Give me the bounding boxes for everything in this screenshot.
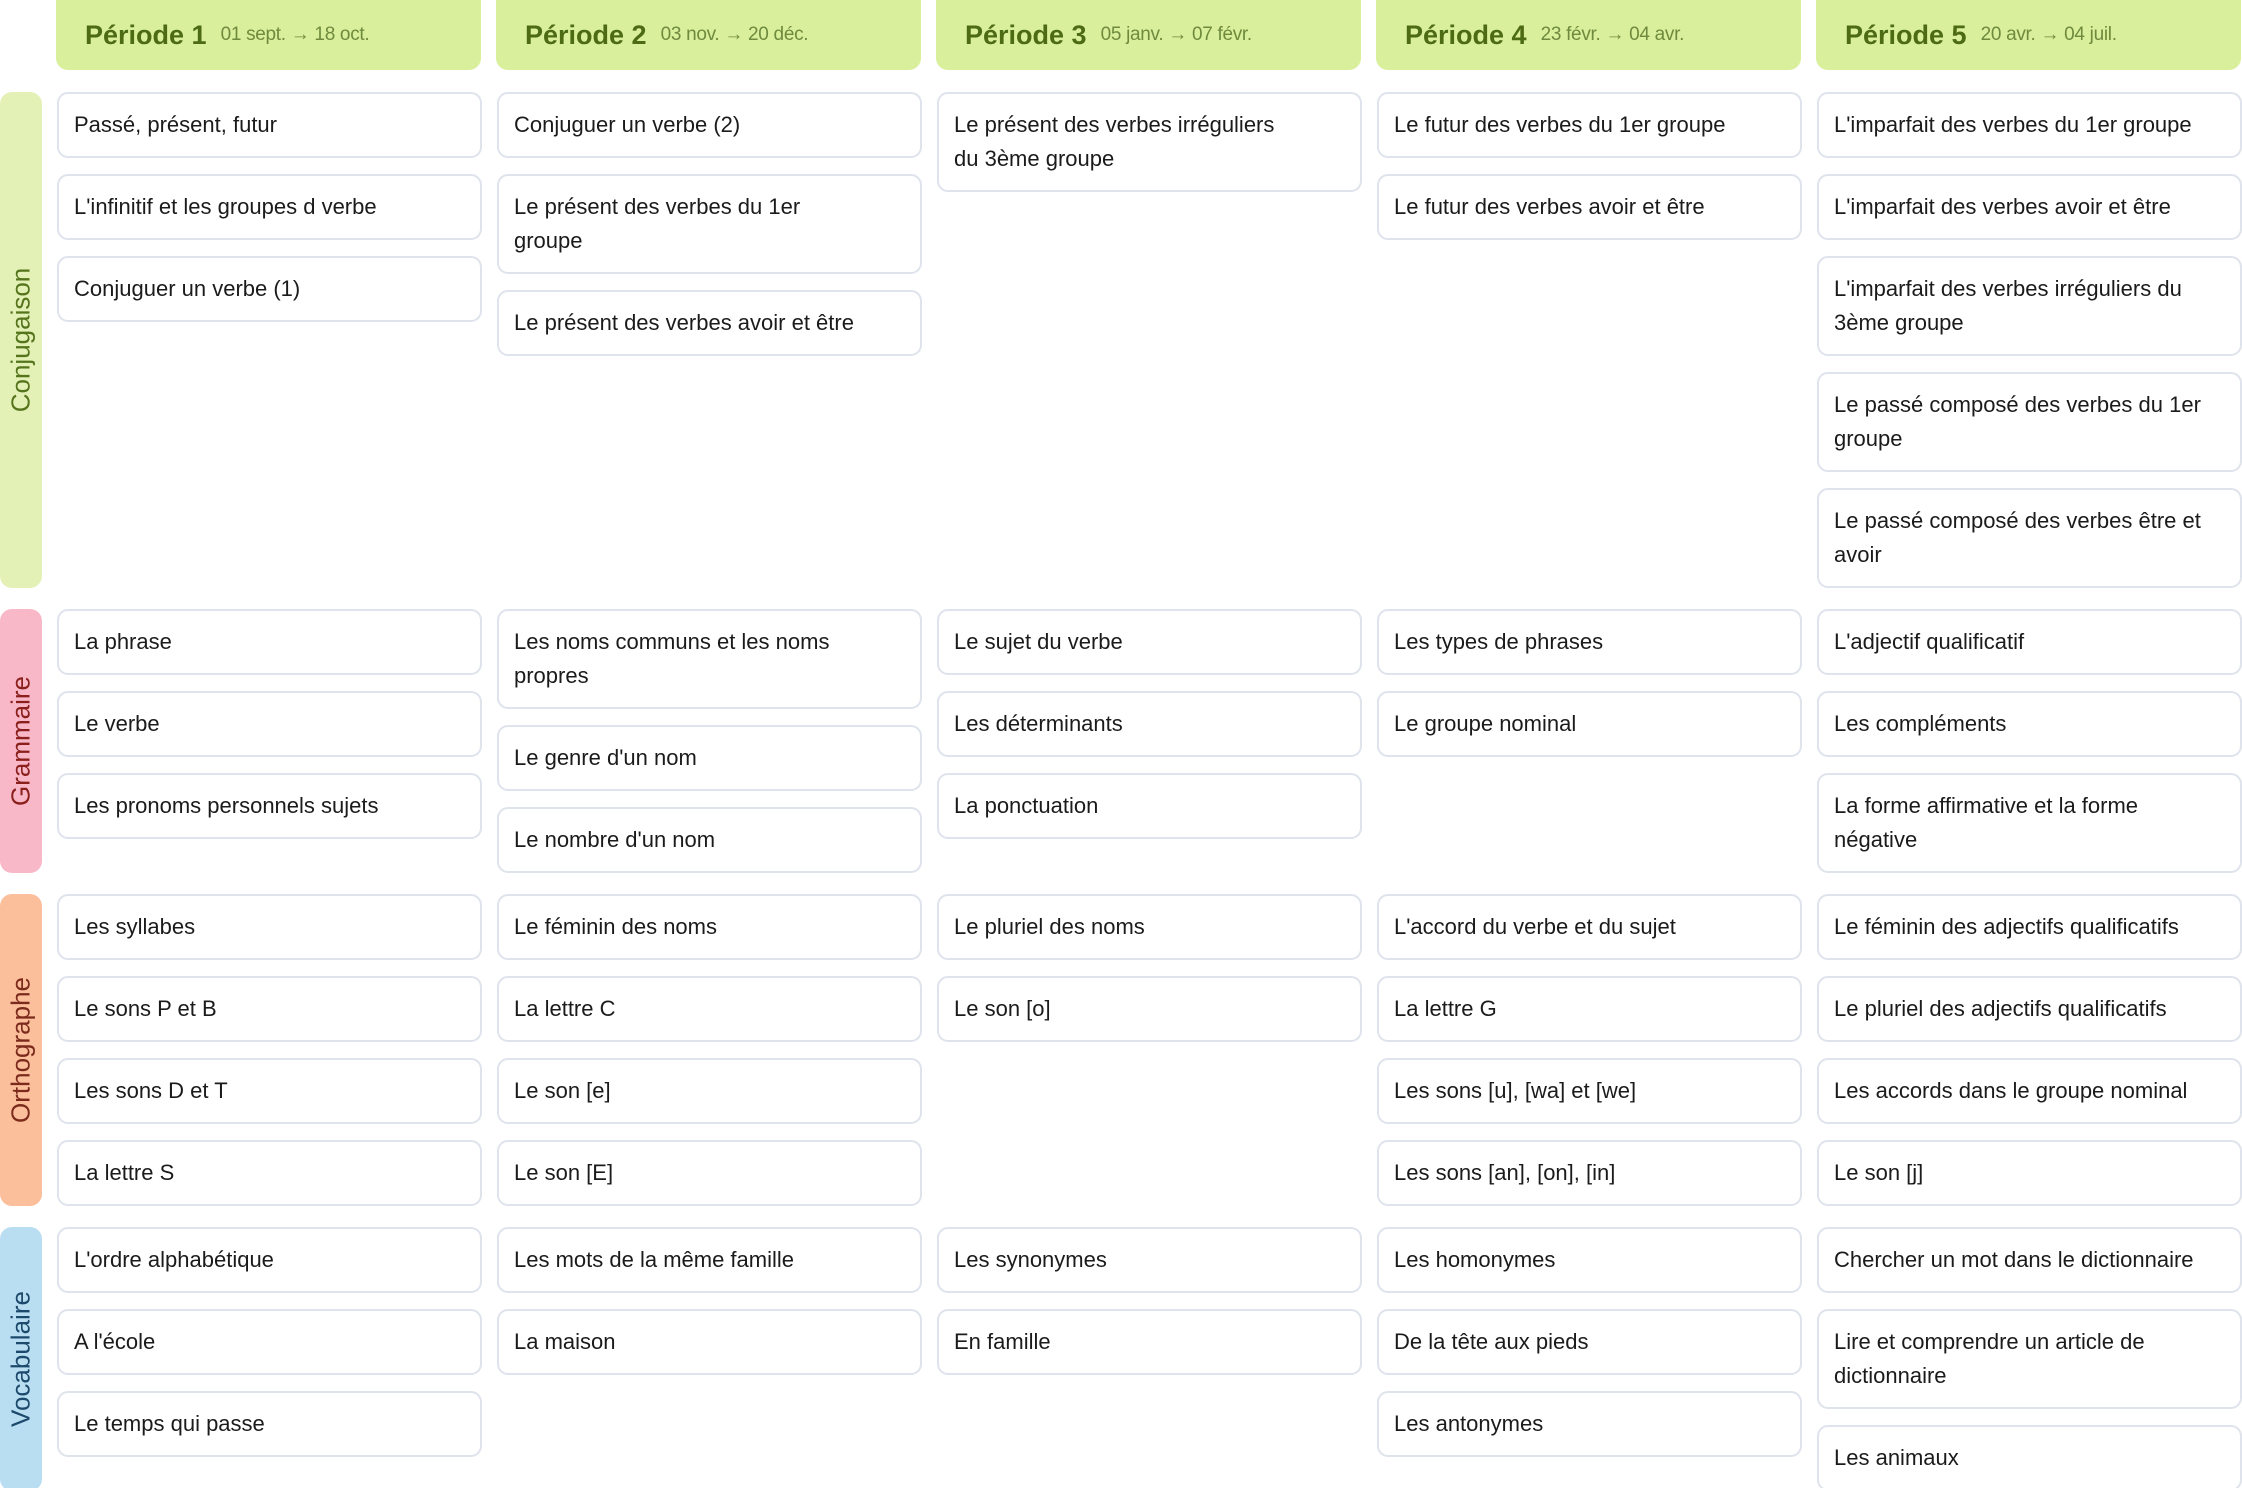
period-2-column (497, 1227, 922, 1375)
lesson-card[interactable]: Passé, présent, futur (57, 92, 482, 158)
lesson-card[interactable]: Les syllabes (57, 894, 482, 960)
period-title: Période 1 (85, 19, 207, 50)
lesson-card[interactable]: Le pluriel des adjectifs qualificatifs (1817, 976, 2242, 1042)
lesson-card[interactable]: Lire et comprendre un article de dictionnaire (1817, 1309, 2242, 1409)
period-dates: 23 févr. → 04 avr. (1540, 24, 1685, 45)
lesson-card[interactable]: Le sujet du verbe (937, 609, 1362, 675)
period-header-2 (496, 0, 921, 70)
section-label: Vocabulaire (5, 1291, 36, 1427)
lesson-card[interactable]: Le passé composé des verbes être et avoir (1817, 488, 2242, 588)
period-title: Période 4 (1405, 19, 1527, 50)
lesson-card[interactable]: Les déterminants (937, 691, 1362, 757)
period-1-column (57, 894, 482, 1206)
period-header-3 (936, 0, 1361, 70)
period-3-column (937, 92, 1362, 192)
lesson-card[interactable]: Le son [e] (497, 1058, 922, 1124)
period-header-1 (56, 0, 481, 70)
period-1-column (57, 609, 482, 839)
lesson-card[interactable]: Le futur des verbes avoir et être (1377, 174, 1802, 240)
period-4-column (1377, 894, 1802, 1206)
lesson-card[interactable]: L'adjectif qualificatif (1817, 609, 2242, 675)
section-label: Grammaire (5, 675, 36, 807)
lesson-card[interactable]: A l'école (57, 1309, 482, 1375)
period-5-column (1817, 1227, 2242, 1488)
period-5-column (1817, 609, 2242, 873)
period-3-column (937, 1227, 1362, 1375)
period-2-column (497, 92, 922, 356)
lesson-card[interactable]: Conjuguer un verbe (1) (57, 256, 482, 322)
lesson-card[interactable]: L'ordre alphabétique (57, 1227, 482, 1293)
section-label-band (0, 894, 42, 1206)
period-header-row (56, 0, 2241, 70)
section-label: Orthographe (5, 977, 36, 1123)
period-5-column (1817, 894, 2242, 1206)
lesson-card[interactable]: L'imparfait des verbes irréguliers du 3ème groupe (1817, 256, 2242, 356)
section-label-band (0, 1227, 42, 1488)
lesson-card[interactable]: Le son [E] (497, 1140, 922, 1206)
period-dates: 05 janv. → 07 févr. (1100, 24, 1252, 45)
lesson-card[interactable]: L'accord du verbe et du sujet (1377, 894, 1802, 960)
lesson-card[interactable]: Les sons [u], [wa] et [we] (1377, 1058, 1802, 1124)
lesson-card[interactable]: La ponctuation (937, 773, 1362, 839)
period-5-column (1817, 92, 2242, 588)
lesson-card[interactable]: Le futur des verbes du 1er groupe (1377, 92, 1802, 158)
lesson-card[interactable]: L'imparfait des verbes avoir et être (1817, 174, 2242, 240)
lesson-card[interactable]: Le sons P et B (57, 976, 482, 1042)
lesson-card[interactable]: Les antonymes (1377, 1391, 1802, 1457)
period-title: Période 3 (965, 19, 1087, 50)
period-dates: 01 sept. → 18 oct. (220, 24, 370, 45)
lesson-card[interactable]: Les noms communs et les noms propres (497, 609, 922, 709)
lesson-card[interactable]: L'imparfait des verbes du 1er groupe (1817, 92, 2242, 158)
lesson-card[interactable]: Les animaux (1817, 1425, 2242, 1488)
lesson-card[interactable]: Le nombre d'un nom (497, 807, 922, 873)
lesson-card[interactable]: Les types de phrases (1377, 609, 1802, 675)
lesson-card[interactable]: Les synonymes (937, 1227, 1362, 1293)
section-vocabulaire (0, 1227, 2242, 1488)
section-label: Conjugaison (5, 267, 36, 413)
lesson-card[interactable]: Les sons D et T (57, 1058, 482, 1124)
lesson-card[interactable]: Les compléments (1817, 691, 2242, 757)
period-4-column (1377, 92, 1802, 240)
lesson-card[interactable]: Le pluriel des noms (937, 894, 1362, 960)
lesson-card[interactable]: Les homonymes (1377, 1227, 1802, 1293)
lesson-card[interactable]: En famille (937, 1309, 1362, 1375)
lesson-card[interactable]: Le présent des verbes avoir et être (497, 290, 922, 356)
section-conjugaison (0, 92, 2242, 588)
period-dates: 03 nov. → 20 déc. (660, 24, 809, 45)
lesson-card[interactable]: Le son [o] (937, 976, 1362, 1042)
lesson-card[interactable]: Le son [j] (1817, 1140, 2242, 1206)
lesson-card[interactable]: L'infinitif et les groupes d verbe (57, 174, 482, 240)
lesson-card[interactable]: Les mots de la même famille (497, 1227, 922, 1293)
period-title: Période 5 (1845, 19, 1967, 50)
period-3-column (937, 894, 1362, 1042)
lesson-card[interactable]: La phrase (57, 609, 482, 675)
section-label-band (0, 609, 42, 873)
lesson-card[interactable]: Les sons [an], [on], [in] (1377, 1140, 1802, 1206)
lesson-card[interactable]: Le passé composé des verbes du 1er groupe (1817, 372, 2242, 472)
lesson-card[interactable]: Le présent des verbes du 1er groupe (497, 174, 922, 274)
lesson-card[interactable]: La lettre S (57, 1140, 482, 1206)
lesson-card[interactable]: De la tête aux pieds (1377, 1309, 1802, 1375)
lesson-card[interactable]: La lettre G (1377, 976, 1802, 1042)
period-1-column (57, 92, 482, 322)
subject-sections (0, 92, 2242, 1488)
lesson-card[interactable]: Les accords dans le groupe nominal (1817, 1058, 2242, 1124)
period-1-column (57, 1227, 482, 1457)
period-4-column (1377, 1227, 1802, 1457)
lesson-card[interactable]: Le groupe nominal (1377, 691, 1802, 757)
lesson-card[interactable]: Le genre d'un nom (497, 725, 922, 791)
lesson-card[interactable]: Le temps qui passe (57, 1391, 482, 1457)
period-header-4 (1376, 0, 1801, 70)
period-header-5 (1816, 0, 2241, 70)
lesson-card[interactable]: La lettre C (497, 976, 922, 1042)
lesson-card[interactable]: Chercher un mot dans le dictionnaire (1817, 1227, 2242, 1293)
section-orthographe (0, 894, 2242, 1206)
lesson-card[interactable]: La maison (497, 1309, 922, 1375)
period-2-column (497, 609, 922, 873)
period-3-column (937, 609, 1362, 839)
lesson-card[interactable]: La forme affirmative et la forme négative (1817, 773, 2242, 873)
lesson-card[interactable]: Le présent des verbes irréguliers du 3ème groupe (937, 92, 1362, 192)
lesson-card[interactable]: Le féminin des adjectifs qualificatifs (1817, 894, 2242, 960)
period-2-column (497, 894, 922, 1206)
lesson-card[interactable]: Les pronoms personnels sujets (57, 773, 482, 839)
section-grammaire (0, 609, 2242, 873)
lesson-card[interactable]: Le féminin des noms (497, 894, 922, 960)
lesson-card[interactable]: Le verbe (57, 691, 482, 757)
lesson-card[interactable]: Conjuguer un verbe (2) (497, 92, 922, 158)
period-4-column (1377, 609, 1802, 757)
period-title: Période 2 (525, 19, 647, 50)
period-dates: 20 avr. → 04 juil. (1980, 24, 2117, 45)
section-label-band (0, 92, 42, 588)
